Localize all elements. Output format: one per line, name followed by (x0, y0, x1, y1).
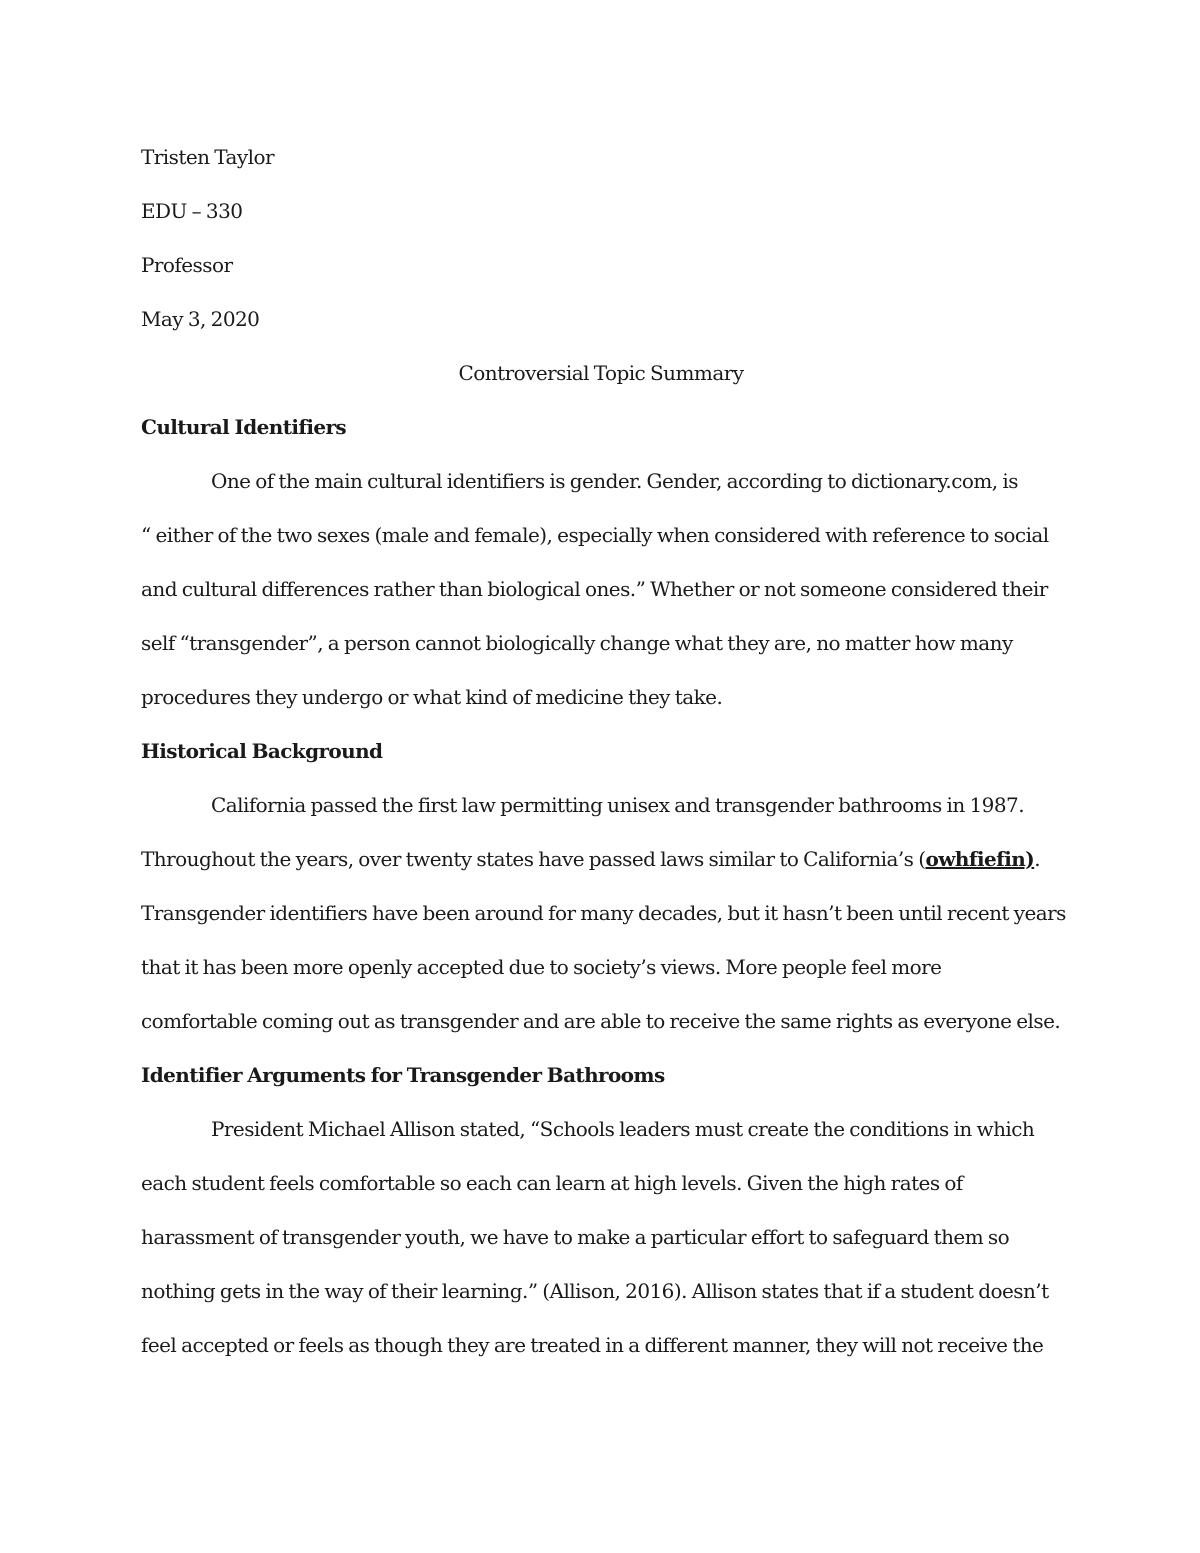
paragraph-line: comfortable coming out as transgender and are able to receive the same rights as everyone else. (141, 1009, 1061, 1033)
paragraph-line: One of the main cultural identifiers is gender. Gender, according to dictionary.com, is (211, 469, 1018, 493)
paragraph-line: nothing gets in the way of their learning.” (Allison, 2016). Allison states that if a student doesn’t (141, 1279, 1049, 1303)
paragraph-line: Transgender identifiers have been around for many decades, but it hasn’t been until recent years (141, 901, 1066, 925)
section-heading-cultural-identifiers: Cultural Identifiers (141, 415, 347, 439)
paragraph-line: and cultural differences rather than biological ones.” Whether or not someone considered their (141, 577, 1048, 601)
course-code: EDU – 330 (141, 199, 243, 223)
paragraph-line: self “transgender”, a person cannot biologically change what they are, no matter how many (141, 631, 1013, 655)
instructor: Professor (141, 253, 233, 277)
paragraph-line (141, 832, 1061, 886)
paragraph-line: harassment of transgender youth, we have to make a particular effort to safeguard them so (141, 1225, 1010, 1249)
document-title: Controversial Topic Summary (458, 361, 744, 385)
paragraph-line: “ either of the two sexes (male and female), especially when considered with reference to social (141, 523, 1049, 547)
paragraph-line: each student feels comfortable so each can learn at high levels. Given the high rates of (141, 1171, 963, 1195)
author-name: Tristen Taylor (141, 145, 274, 169)
paragraph-line: procedures they undergo or what kind of medicine they take. (141, 685, 723, 709)
document-page (141, 130, 1066, 1372)
paragraph-line: feel accepted or feels as though they are treated in a different manner, they will not receive the (141, 1333, 1044, 1357)
paragraph-line-text: Throughout the years, over twenty states have passed laws similar to California’s ( (141, 847, 926, 871)
paragraph-identifier-arguments (141, 1102, 1061, 1372)
paragraph-line: California passed the first law permitting unisex and transgender bathrooms in 1987. (211, 793, 1024, 817)
paragraph-cultural-identifiers (141, 454, 1061, 724)
paragraph-historical-background (141, 778, 1066, 1048)
section-heading-historical-background: Historical Background (141, 739, 383, 763)
paragraph-line: that it has been more openly accepted due to society’s views. More people feel more (141, 955, 942, 979)
citation-trailing-period: . (1034, 847, 1040, 871)
paragraph-line: President Michael Allison stated, “Schools leaders must create the conditions in which (211, 1117, 1035, 1141)
citation-placeholder: owhfiefin) (925, 847, 1035, 871)
document-date: May 3, 2020 (141, 307, 260, 331)
section-heading-identifier-arguments: Identifier Arguments for Transgender Bathrooms (141, 1063, 665, 1087)
